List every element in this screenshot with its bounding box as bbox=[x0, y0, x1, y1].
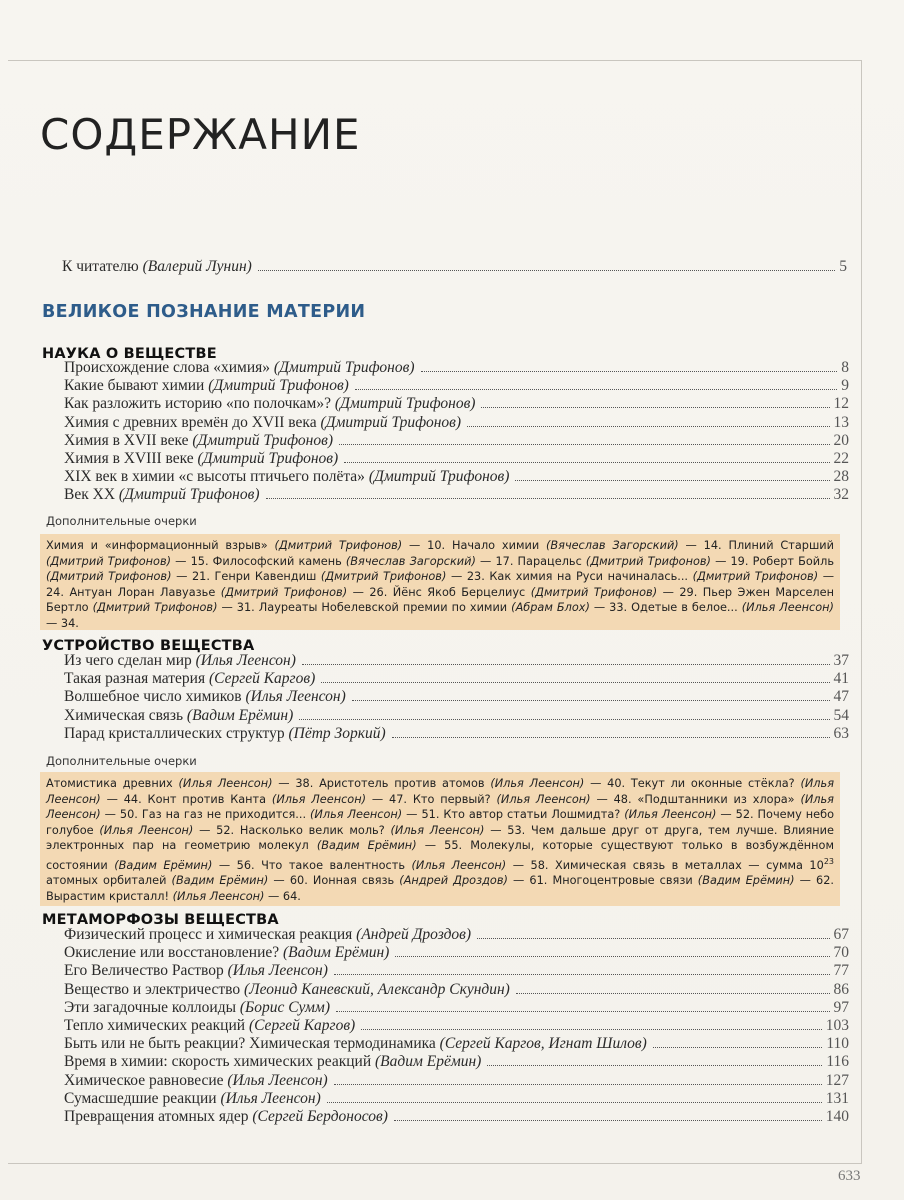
intro-entry bbox=[62, 258, 847, 276]
essay-author: (Дмитрий Трифонов) bbox=[692, 570, 819, 584]
essay-author: (Вадим Ерёмин) bbox=[114, 858, 213, 872]
essay-author: (Илья Леенсон) bbox=[310, 808, 403, 822]
subsection-entries bbox=[64, 652, 849, 743]
dot-leader bbox=[392, 737, 830, 738]
entry-page: 8 bbox=[841, 359, 849, 376]
toc-entry bbox=[64, 1108, 849, 1126]
essay-text: — 55. Молекулы, которые существуют только в возбуждённом состоянии bbox=[46, 839, 834, 872]
dot-leader bbox=[653, 1047, 823, 1048]
entry-page: 54 bbox=[833, 706, 849, 724]
entry-author: (Сергей Бердоносов) bbox=[252, 1107, 388, 1125]
toc-entry bbox=[64, 707, 849, 725]
toc-entry bbox=[64, 999, 849, 1017]
essay-author: (Андрей Дроздов) bbox=[399, 874, 508, 888]
page-title: СОДЕРЖАНИЕ bbox=[40, 110, 361, 159]
essay-author: (Дмитрий Трифонов) bbox=[320, 570, 447, 584]
toc-entry bbox=[64, 377, 849, 395]
entry-author: (Илья Леенсон) bbox=[245, 688, 346, 706]
entry-page: 127 bbox=[825, 1071, 849, 1089]
entry-page: 20 bbox=[833, 431, 849, 449]
essay-author: (Вячеслав Загорский) bbox=[345, 554, 476, 568]
toc-entry bbox=[64, 450, 849, 468]
entry-page: 70 bbox=[833, 944, 849, 962]
essay-text: — 62. Вырастим кристалл! bbox=[46, 874, 835, 903]
essay-author: (Вячеслав Загорский) bbox=[545, 539, 679, 552]
essay-author: (Илья Леенсон) bbox=[496, 792, 591, 806]
entry-page: 28 bbox=[833, 468, 849, 486]
entry-author: (Вадим Ерёмин) bbox=[283, 944, 390, 962]
dot-leader bbox=[395, 956, 829, 957]
essay-text: — 23. Как химия на Руси начиналась... bbox=[446, 570, 693, 584]
essay-text: — 47. Кто первый? bbox=[366, 792, 497, 806]
dot-leader bbox=[421, 371, 838, 372]
dot-leader bbox=[258, 270, 835, 271]
essay-text: — 24. Антуан Лоран Лавуазье bbox=[46, 570, 834, 599]
page-number: 633 bbox=[838, 1168, 861, 1184]
essay-text: — 60. Ионная связь bbox=[268, 874, 400, 888]
entry-author: (Дмитрий Трифонов) bbox=[118, 486, 260, 504]
entry-title: Эти загадочные коллоиды (Борис Сумм) bbox=[64, 998, 330, 1016]
essay-text: — 19. Роберт Бойль bbox=[710, 554, 834, 568]
toc-entry bbox=[64, 1072, 849, 1090]
entry-author: (Дмитрий Трифонов) bbox=[273, 359, 415, 376]
toc-entry bbox=[64, 962, 849, 980]
essay-text: — 50. Газ на газ не приходится... bbox=[100, 808, 311, 822]
entry-page: 41 bbox=[833, 670, 849, 688]
entry-title: Время в химии: скорость химических реакций (Вадим Ерёмин) bbox=[64, 1053, 482, 1071]
essay-text: — 51. Кто автор статьи Лошмидта? bbox=[402, 808, 625, 822]
toc-entry bbox=[64, 926, 849, 944]
subsection-title: МЕТАМОРФОЗЫ ВЕЩЕСТВА bbox=[42, 912, 279, 928]
dot-leader bbox=[355, 389, 837, 390]
dot-leader bbox=[515, 480, 829, 481]
section-title: ВЕЛИКОЕ ПОЗНАНИЕ МАТЕРИИ bbox=[42, 302, 366, 322]
entry-author: (Дмитрий Трифонов) bbox=[208, 377, 349, 395]
essay-author: (Илья Леенсон) bbox=[46, 777, 834, 806]
toc-entry bbox=[64, 395, 849, 413]
entry-author: (Сергей Каргов) bbox=[248, 1016, 356, 1034]
essay-author: (Илья Леенсон) bbox=[178, 777, 273, 790]
additional-label: Дополнительные очерки bbox=[46, 754, 197, 768]
toc-entry bbox=[64, 1090, 849, 1108]
entry-title: Какие бывают химии (Дмитрий Трифонов) bbox=[64, 377, 349, 395]
toc-entry bbox=[64, 432, 849, 450]
entry-author: (Илья Леенсон) bbox=[220, 1089, 321, 1107]
entry-page: 22 bbox=[833, 449, 849, 467]
entry-title: Парад кристаллических структур (Пётр Зоркий) bbox=[64, 724, 386, 742]
entry-title: Химическая связь (Вадим Ерёмин) bbox=[64, 706, 294, 724]
entry-title: Век XX (Дмитрий Трифонов) bbox=[64, 486, 260, 504]
dot-leader bbox=[266, 498, 830, 499]
toc-entry bbox=[64, 414, 849, 432]
essay-text: — 58. Химическая связь в металлах — сумма 10 bbox=[506, 858, 824, 872]
toc-entry bbox=[64, 359, 849, 377]
entry-title: Как разложить историю «по полочкам»? (Дмитрий Трифонов) bbox=[64, 395, 476, 413]
entry-title: XIX век в химии «с высоты птичьего полёта» (Дмитрий Трифонов) bbox=[64, 468, 510, 486]
essay-text: — 61. Многоцентровые связи bbox=[507, 874, 698, 888]
essay-text: атомных орбиталей bbox=[46, 874, 172, 888]
entry-title: Тепло химических реакций (Сергей Каргов) bbox=[64, 1016, 356, 1034]
toc-entry bbox=[64, 725, 849, 743]
entry-title: Быть или не быть реакции? Химическая термодинамика (Сергей Каргов, Игнат Шилов) bbox=[64, 1035, 647, 1053]
entry-page: 103 bbox=[825, 1016, 849, 1034]
entry-title: Сумасшедшие реакции (Илья Леенсон) bbox=[64, 1089, 321, 1107]
essay-text: Атомистика древних bbox=[46, 777, 179, 790]
essay-text: — 21. Генри Кавендиш bbox=[171, 570, 321, 584]
entry-title: Происхождение слова «химия» (Дмитрий Трифонов) bbox=[64, 359, 415, 376]
dot-leader bbox=[334, 1084, 822, 1085]
essay-text: — 17. Парацельс bbox=[475, 554, 586, 568]
entry-author: (Сергей Каргов) bbox=[208, 670, 316, 688]
dot-leader bbox=[344, 462, 829, 463]
essay-author: (Дмитрий Трифонов) bbox=[274, 539, 403, 552]
entry-author: (Дмитрий Трифонов) bbox=[368, 468, 510, 486]
entry-page: 140 bbox=[825, 1107, 849, 1125]
toc-entry bbox=[64, 1035, 849, 1053]
dot-leader bbox=[352, 700, 830, 701]
essay-text: — 15. Философский камень bbox=[171, 554, 346, 568]
subsection-title: НАУКА О ВЕЩЕСТВЕ bbox=[42, 346, 217, 362]
toc-entry bbox=[64, 981, 849, 999]
essay-author: (Илья Леенсон) bbox=[741, 601, 834, 615]
toc-entry bbox=[64, 688, 849, 706]
entry-title: Его Величество Раствор (Илья Леенсон) bbox=[64, 962, 328, 980]
essay-author: (Вадим Ерёмин) bbox=[316, 839, 417, 853]
dot-leader bbox=[487, 1065, 822, 1066]
entry-author: (Валерий Лунин) bbox=[142, 258, 252, 275]
dot-leader bbox=[477, 938, 829, 939]
entry-page: 13 bbox=[833, 413, 849, 431]
essay-text: — 44. Конт против Канта bbox=[100, 792, 272, 806]
dot-leader bbox=[327, 1102, 822, 1103]
essay-text: — 56. Что такое валентность bbox=[212, 858, 412, 872]
entry-title: Химия в XVII веке (Дмитрий Трифонов) bbox=[64, 431, 333, 449]
toc-entry bbox=[64, 1017, 849, 1035]
essay-text: — 33. Одетые в белое... bbox=[589, 601, 742, 615]
dot-leader bbox=[321, 682, 829, 683]
essay-author: (Дмитрий Трифонов) bbox=[530, 585, 658, 599]
essay-text: — 34. bbox=[46, 616, 79, 630]
dot-leader bbox=[334, 974, 830, 975]
entry-author: (Дмитрий Трифонов) bbox=[197, 449, 339, 467]
entry-page: 9 bbox=[841, 377, 849, 395]
essay-text: — 52. Насколько велик моль? bbox=[193, 823, 391, 837]
toc-entry bbox=[64, 652, 849, 670]
entry-author: (Дмитрий Трифонов) bbox=[320, 413, 462, 431]
essay-text: Химия и «информационный взрыв» bbox=[46, 539, 275, 552]
entry-title: К читателю (Валерий Лунин) bbox=[62, 258, 252, 275]
essay-author: (Илья Леенсон) bbox=[99, 823, 194, 837]
toc-entry bbox=[62, 258, 847, 276]
entry-author: (Илья Леенсон) bbox=[227, 1071, 328, 1089]
additional-essays-box bbox=[40, 534, 840, 630]
entry-page: 110 bbox=[826, 1035, 849, 1053]
toc-entry bbox=[64, 944, 849, 962]
entry-title: Из чего сделан мир (Илья Леенсон) bbox=[64, 652, 296, 669]
entry-author: (Сергей Каргов, Игнат Шилов) bbox=[439, 1035, 647, 1053]
toc-entry bbox=[64, 670, 849, 688]
entry-author: (Борис Сумм) bbox=[239, 998, 330, 1016]
essay-author: (Илья Леенсон) bbox=[271, 792, 366, 806]
entry-author: (Дмитрий Трифонов) bbox=[334, 395, 476, 413]
essay-author: (Илья Леенсон) bbox=[624, 808, 717, 822]
entry-author: (Пётр Зоркий) bbox=[288, 724, 386, 742]
entry-page: 63 bbox=[833, 724, 849, 742]
essay-author: (Дмитрий Трифонов) bbox=[92, 601, 218, 615]
entry-title: Такая разная материя (Сергей Каргов) bbox=[64, 670, 316, 688]
essay-text: — 52. Почему небо голубое bbox=[46, 808, 834, 837]
essay-author: (Дмитрий Трифонов) bbox=[585, 554, 711, 568]
essay-text: — 31. Лауреаты Нобелевской премии по химии bbox=[217, 601, 512, 615]
subsection-title: УСТРОЙСТВО ВЕЩЕСТВА bbox=[42, 638, 255, 654]
essay-text: — 53. Чем дальше друг от друга, тем лучше. Влияние электронных пар на геометрию молекул bbox=[46, 823, 834, 853]
entry-title: Химическое равновесие (Илья Леенсон) bbox=[64, 1071, 328, 1089]
essay-author: (Илья Леенсон) bbox=[46, 792, 834, 822]
dot-leader bbox=[467, 426, 829, 427]
toc-entry bbox=[64, 1053, 849, 1071]
essay-author: (Илья Леенсон) bbox=[490, 777, 585, 790]
essay-author: (Дмитрий Трифонов) bbox=[46, 570, 172, 584]
essay-author: (Вадим Ерёмин) bbox=[171, 874, 269, 888]
dot-leader bbox=[336, 1011, 830, 1012]
entry-page: 67 bbox=[833, 926, 849, 943]
entry-page: 47 bbox=[833, 688, 849, 706]
entry-title: Волшебное число химиков (Илья Леенсон) bbox=[64, 688, 346, 706]
dot-leader bbox=[481, 407, 829, 408]
entry-page: 116 bbox=[826, 1053, 849, 1071]
superscript: 23 bbox=[823, 856, 834, 866]
essay-text: — 64. bbox=[264, 889, 301, 903]
entry-page: 37 bbox=[833, 652, 849, 669]
essay-author: (Илья Леенсон) bbox=[390, 823, 485, 837]
dot-leader bbox=[394, 1120, 822, 1121]
dot-leader bbox=[516, 993, 830, 994]
entry-page: 77 bbox=[833, 962, 849, 980]
essay-text: — 26. Йёнс Якоб Берцелиус bbox=[347, 585, 531, 599]
entry-title: Окисление или восстановление? (Вадим Ерёмин) bbox=[64, 944, 390, 962]
subsection-entries bbox=[64, 926, 849, 1126]
essay-author: (Дмитрий Трифонов) bbox=[220, 585, 348, 599]
toc-entry bbox=[64, 486, 849, 504]
entry-page: 97 bbox=[833, 998, 849, 1016]
entry-author: (Вадим Ерёмин) bbox=[186, 706, 294, 724]
toc-entry bbox=[64, 468, 849, 486]
subsection-entries bbox=[64, 359, 849, 505]
essay-text: — 10. Начало химии bbox=[402, 539, 546, 552]
essay-author: (Илья Леенсон) bbox=[172, 889, 265, 903]
entry-title: Химия с древних времён до XVII века (Дмитрий Трифонов) bbox=[64, 413, 462, 431]
entry-page: 5 bbox=[839, 258, 847, 275]
essay-text: — 40. Текут ли оконные стёкла? bbox=[584, 777, 801, 790]
essay-text: — 48. «Подштанники из хлора» bbox=[590, 792, 801, 806]
dot-leader bbox=[339, 444, 830, 445]
essay-text: — 38. Аристотель против атомов bbox=[272, 777, 491, 790]
entry-author: (Леонид Каневский, Александр Скундин) bbox=[243, 980, 510, 998]
essay-text: — 29. Пьер Эжен Марселен Бертло bbox=[46, 585, 834, 615]
entry-page: 86 bbox=[833, 980, 849, 998]
entry-author: (Андрей Дроздов) bbox=[356, 926, 472, 943]
dot-leader bbox=[361, 1029, 822, 1030]
entry-page: 12 bbox=[833, 395, 849, 413]
dot-leader bbox=[302, 664, 830, 665]
entry-title: Химия в XVIII веке (Дмитрий Трифонов) bbox=[64, 449, 339, 467]
entry-author: (Илья Леенсон) bbox=[227, 962, 328, 980]
essay-author: (Вадим Ерёмин) bbox=[697, 874, 795, 888]
additional-essays-box bbox=[40, 772, 840, 906]
entry-page: 32 bbox=[833, 486, 849, 504]
dot-leader bbox=[299, 719, 829, 720]
entry-title: Вещество и электричество (Леонид Каневский, Александр Скундин) bbox=[64, 980, 510, 998]
essay-text: — 14. Плиний Старший bbox=[678, 539, 834, 552]
entry-author: (Илья Леенсон) bbox=[195, 652, 296, 669]
essay-author: (Илья Леенсон) bbox=[411, 858, 507, 872]
entry-author: (Дмитрий Трифонов) bbox=[192, 431, 333, 449]
entry-page: 131 bbox=[825, 1089, 849, 1107]
entry-title: Превращения атомных ядер (Сергей Бердоносов) bbox=[64, 1107, 388, 1125]
essay-author: (Абрам Блох) bbox=[511, 601, 590, 615]
essay-author: (Дмитрий Трифонов) bbox=[46, 554, 172, 568]
entry-author: (Вадим Ерёмин) bbox=[374, 1053, 482, 1071]
additional-label: Дополнительные очерки bbox=[46, 514, 197, 528]
entry-title: Физический процесс и химическая реакция (Андрей Дроздов) bbox=[64, 926, 472, 943]
